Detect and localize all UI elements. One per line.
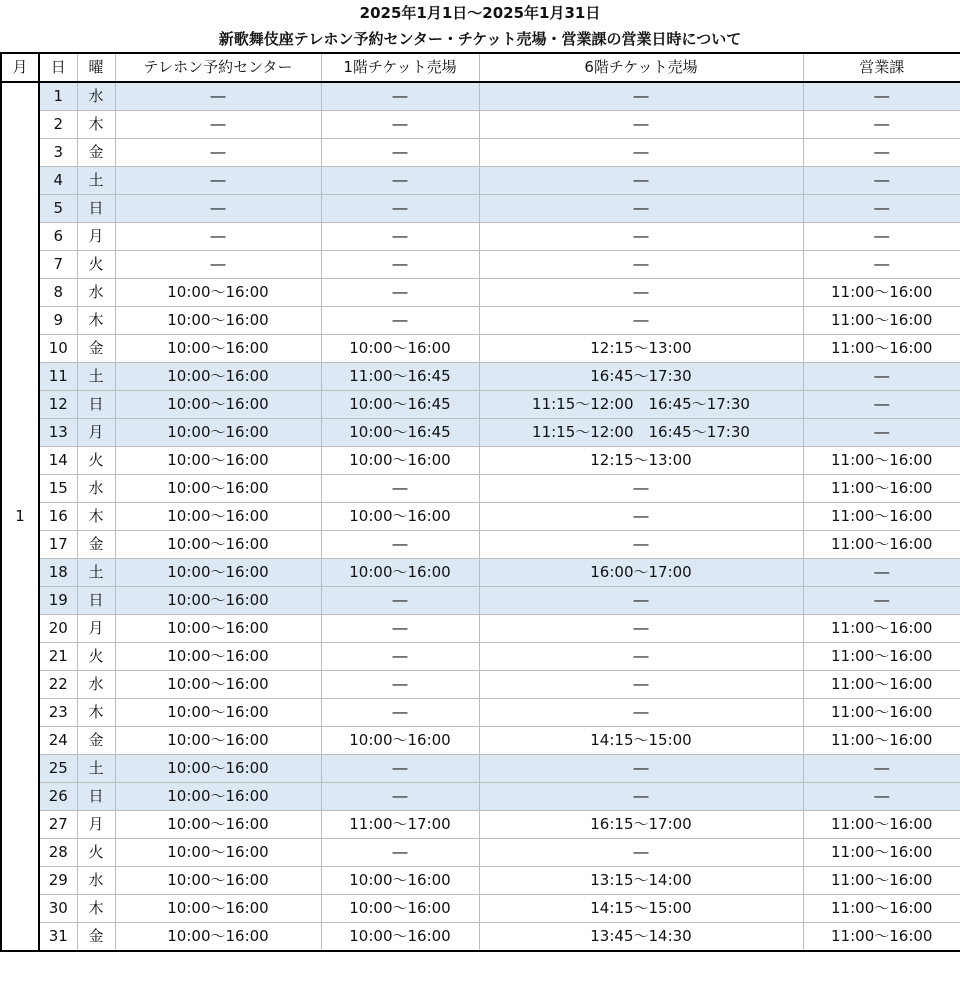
weekday-cell: 水 [77,475,115,503]
header-day: 日 [39,53,77,82]
telephone-hours-cell: 10:00～16:00 [115,559,321,587]
telephone-hours-cell: 10:00～16:00 [115,839,321,867]
day-cell: 8 [39,279,77,307]
floor1-hours-cell: ― [321,307,479,335]
table-row [1,447,960,475]
sales-hours-cell: ― [803,363,960,391]
day-cell: 29 [39,867,77,895]
day-cell: 20 [39,615,77,643]
floor6-hours-cell: ― [479,643,803,671]
sales-hours-cell: 11:00～16:00 [803,531,960,559]
sales-hours-cell: 11:00～16:00 [803,279,960,307]
sales-hours-cell: ― [803,139,960,167]
floor1-hours-cell: ― [321,82,479,111]
weekday-cell: 火 [77,251,115,279]
date-range-title: 2025年1月1日～2025年1月31日 [359,4,601,22]
sales-hours-cell: ― [803,251,960,279]
telephone-hours-cell: 10:00～16:00 [115,503,321,531]
sales-hours-cell: 11:00～16:00 [803,727,960,755]
sales-hours-cell: 11:00～16:00 [803,811,960,839]
telephone-hours-cell: ― [115,82,321,111]
day-cell: 28 [39,839,77,867]
day-cell: 9 [39,307,77,335]
floor1-hours-cell: 10:00～16:00 [321,335,479,363]
weekday-cell: 日 [77,587,115,615]
floor6-hours-cell: ― [479,251,803,279]
floor6-hours-cell: 11:15～12:00 16:45～17:30 [479,419,803,447]
telephone-hours-cell: 10:00～16:00 [115,867,321,895]
weekday-cell: 土 [77,559,115,587]
day-cell: 10 [39,335,77,363]
sales-hours-cell: 11:00～16:00 [803,503,960,531]
floor6-hours-cell: ― [479,223,803,251]
telephone-hours-cell: ― [115,139,321,167]
table-row [1,139,960,167]
weekday-cell: 土 [77,755,115,783]
telephone-hours-cell: 10:00～16:00 [115,727,321,755]
sales-hours-cell: 11:00～16:00 [803,867,960,895]
floor1-hours-cell: 10:00～16:45 [321,391,479,419]
day-cell: 23 [39,699,77,727]
day-cell: 3 [39,139,77,167]
table-row [1,82,960,111]
title-block [0,0,960,52]
sales-hours-cell: ― [803,391,960,419]
floor1-hours-cell: ― [321,531,479,559]
floor6-hours-cell: 12:15～13:00 [479,447,803,475]
weekday-cell: 金 [77,727,115,755]
weekday-cell: 木 [77,307,115,335]
floor6-hours-cell: ― [479,839,803,867]
day-cell: 11 [39,363,77,391]
sales-hours-cell: 11:00～16:00 [803,615,960,643]
telephone-hours-cell: 10:00～16:00 [115,699,321,727]
weekday-cell: 金 [77,531,115,559]
header-floor6-ticket-office: 6階チケット売場 [479,53,803,82]
weekday-cell: 水 [77,82,115,111]
floor1-hours-cell: 11:00～17:00 [321,811,479,839]
sales-hours-cell: 11:00～16:00 [803,335,960,363]
table-row [1,363,960,391]
floor1-hours-cell: ― [321,643,479,671]
floor1-hours-cell: ― [321,167,479,195]
floor6-hours-cell: ― [479,783,803,811]
table-row [1,923,960,952]
floor6-hours-cell: 16:00～17:00 [479,559,803,587]
schedule-table [0,52,960,952]
floor1-hours-cell: 11:00～16:45 [321,363,479,391]
day-cell: 26 [39,783,77,811]
day-cell: 5 [39,195,77,223]
telephone-hours-cell: ― [115,195,321,223]
weekday-cell: 木 [77,895,115,923]
telephone-hours-cell: 10:00～16:00 [115,895,321,923]
floor1-hours-cell: 10:00～16:00 [321,447,479,475]
day-cell: 13 [39,419,77,447]
floor1-hours-cell: 10:00～16:00 [321,559,479,587]
table-row [1,587,960,615]
table-row [1,615,960,643]
day-cell: 14 [39,447,77,475]
floor1-hours-cell: ― [321,475,479,503]
table-row [1,503,960,531]
telephone-hours-cell: 10:00～16:00 [115,447,321,475]
floor6-hours-cell: ― [479,82,803,111]
floor6-hours-cell: 16:15～17:00 [479,811,803,839]
floor1-hours-cell: 10:00～16:45 [321,419,479,447]
floor1-hours-cell: ― [321,111,479,139]
floor1-hours-cell: ― [321,195,479,223]
floor1-hours-cell: ― [321,783,479,811]
table-row [1,671,960,699]
telephone-hours-cell: 10:00～16:00 [115,335,321,363]
weekday-cell: 日 [77,783,115,811]
sales-hours-cell: ― [803,559,960,587]
floor6-hours-cell: ― [479,587,803,615]
weekday-cell: 火 [77,643,115,671]
day-cell: 2 [39,111,77,139]
day-cell: 16 [39,503,77,531]
floor1-hours-cell: ― [321,251,479,279]
telephone-hours-cell: 10:00～16:00 [115,671,321,699]
weekday-cell: 土 [77,167,115,195]
header-row [1,53,960,82]
sales-hours-cell: 11:00～16:00 [803,923,960,952]
day-cell: 25 [39,755,77,783]
floor6-hours-cell: ― [479,503,803,531]
table-row [1,811,960,839]
telephone-hours-cell: 10:00～16:00 [115,615,321,643]
weekday-cell: 火 [77,839,115,867]
floor6-hours-cell: ― [479,671,803,699]
telephone-hours-cell: ― [115,251,321,279]
day-cell: 7 [39,251,77,279]
day-cell: 1 [39,82,77,111]
weekday-cell: 月 [77,223,115,251]
month-cell: 1 [1,82,39,951]
page-title: 新歌舞伎座テレホン予約センター・チケット売場・営業課の営業日時について [218,30,742,48]
sales-hours-cell: 11:00～16:00 [803,447,960,475]
day-cell: 19 [39,587,77,615]
floor1-hours-cell: ― [321,615,479,643]
sales-hours-cell: 11:00～16:00 [803,699,960,727]
floor1-hours-cell: ― [321,223,479,251]
header-floor1-ticket-office: 1階チケット売場 [321,53,479,82]
table-row [1,195,960,223]
day-cell: 22 [39,671,77,699]
table-row [1,867,960,895]
floor6-hours-cell: 13:45～14:30 [479,923,803,952]
telephone-hours-cell: ― [115,167,321,195]
sales-hours-cell: 11:00～16:00 [803,895,960,923]
sales-hours-cell: ― [803,111,960,139]
header-month: 月 [1,53,39,82]
table-row [1,391,960,419]
telephone-hours-cell: 10:00～16:00 [115,531,321,559]
weekday-cell: 火 [77,447,115,475]
table-row [1,727,960,755]
sales-hours-cell: ― [803,195,960,223]
weekday-cell: 月 [77,615,115,643]
table-row [1,335,960,363]
sales-hours-cell: 11:00～16:00 [803,671,960,699]
telephone-hours-cell: 10:00～16:00 [115,475,321,503]
weekday-cell: 日 [77,391,115,419]
floor6-hours-cell: ― [479,139,803,167]
telephone-hours-cell: 10:00～16:00 [115,307,321,335]
floor1-hours-cell: 10:00～16:00 [321,727,479,755]
floor1-hours-cell: ― [321,699,479,727]
table-row [1,531,960,559]
floor6-hours-cell: ― [479,111,803,139]
floor6-hours-cell: ― [479,531,803,559]
header-sales-dept: 営業課 [803,53,960,82]
sales-hours-cell: ― [803,587,960,615]
sales-hours-cell: ― [803,755,960,783]
day-cell: 24 [39,727,77,755]
day-cell: 31 [39,923,77,952]
floor6-hours-cell: ― [479,475,803,503]
floor6-hours-cell: 13:15～14:00 [479,867,803,895]
floor6-hours-cell: 14:15～15:00 [479,895,803,923]
floor1-hours-cell: 10:00～16:00 [321,895,479,923]
floor6-hours-cell: 14:15～15:00 [479,727,803,755]
sales-hours-cell: 11:00～16:00 [803,839,960,867]
floor6-hours-cell: 12:15～13:00 [479,335,803,363]
sales-hours-cell: 11:00～16:00 [803,307,960,335]
table-row [1,475,960,503]
table-row [1,755,960,783]
header-weekday: 曜 [77,53,115,82]
table-row [1,895,960,923]
telephone-hours-cell: 10:00～16:00 [115,811,321,839]
sales-hours-cell: ― [803,783,960,811]
floor1-hours-cell: 10:00～16:00 [321,503,479,531]
telephone-hours-cell: 10:00～16:00 [115,391,321,419]
weekday-cell: 土 [77,363,115,391]
sales-hours-cell: ― [803,82,960,111]
telephone-hours-cell: 10:00～16:00 [115,755,321,783]
weekday-cell: 木 [77,699,115,727]
weekday-cell: 月 [77,419,115,447]
weekday-cell: 水 [77,671,115,699]
floor1-hours-cell: ― [321,139,479,167]
weekday-cell: 木 [77,111,115,139]
weekday-cell: 日 [77,195,115,223]
day-cell: 21 [39,643,77,671]
table-row [1,783,960,811]
day-cell: 15 [39,475,77,503]
floor1-hours-cell: 10:00～16:00 [321,923,479,952]
telephone-hours-cell: 10:00～16:00 [115,923,321,952]
table-row [1,223,960,251]
weekday-cell: 木 [77,503,115,531]
day-cell: 4 [39,167,77,195]
day-cell: 30 [39,895,77,923]
floor6-hours-cell: 16:45～17:30 [479,363,803,391]
sales-hours-cell: ― [803,223,960,251]
table-row [1,699,960,727]
floor1-hours-cell: ― [321,279,479,307]
day-cell: 17 [39,531,77,559]
weekday-cell: 水 [77,867,115,895]
floor1-hours-cell: ― [321,587,479,615]
sales-hours-cell: 11:00～16:00 [803,475,960,503]
floor1-hours-cell: 10:00～16:00 [321,867,479,895]
floor6-hours-cell: ― [479,615,803,643]
table-row [1,307,960,335]
floor1-hours-cell: ― [321,671,479,699]
floor1-hours-cell: ― [321,839,479,867]
weekday-cell: 水 [77,279,115,307]
header-telephone-center: テレホン予約センター [115,53,321,82]
table-row [1,419,960,447]
telephone-hours-cell: 10:00～16:00 [115,419,321,447]
table-row [1,839,960,867]
table-row [1,279,960,307]
telephone-hours-cell: 10:00～16:00 [115,783,321,811]
weekday-cell: 金 [77,335,115,363]
table-row [1,643,960,671]
telephone-hours-cell: 10:00～16:00 [115,363,321,391]
table-row [1,251,960,279]
weekday-cell: 月 [77,811,115,839]
telephone-hours-cell: 10:00～16:00 [115,643,321,671]
weekday-cell: 金 [77,139,115,167]
floor6-hours-cell: ― [479,307,803,335]
table-row [1,111,960,139]
floor6-hours-cell: ― [479,167,803,195]
telephone-hours-cell: ― [115,223,321,251]
day-cell: 18 [39,559,77,587]
telephone-hours-cell: ― [115,111,321,139]
table-row [1,559,960,587]
day-cell: 27 [39,811,77,839]
sales-hours-cell: ― [803,167,960,195]
floor6-hours-cell: 11:15～12:00 16:45～17:30 [479,391,803,419]
floor6-hours-cell: ― [479,279,803,307]
telephone-hours-cell: 10:00～16:00 [115,587,321,615]
day-cell: 6 [39,223,77,251]
sales-hours-cell: 11:00～16:00 [803,643,960,671]
floor6-hours-cell: ― [479,699,803,727]
floor6-hours-cell: ― [479,755,803,783]
day-cell: 12 [39,391,77,419]
floor6-hours-cell: ― [479,195,803,223]
sales-hours-cell: ― [803,419,960,447]
table-row [1,167,960,195]
floor1-hours-cell: ― [321,755,479,783]
telephone-hours-cell: 10:00～16:00 [115,279,321,307]
weekday-cell: 金 [77,923,115,952]
